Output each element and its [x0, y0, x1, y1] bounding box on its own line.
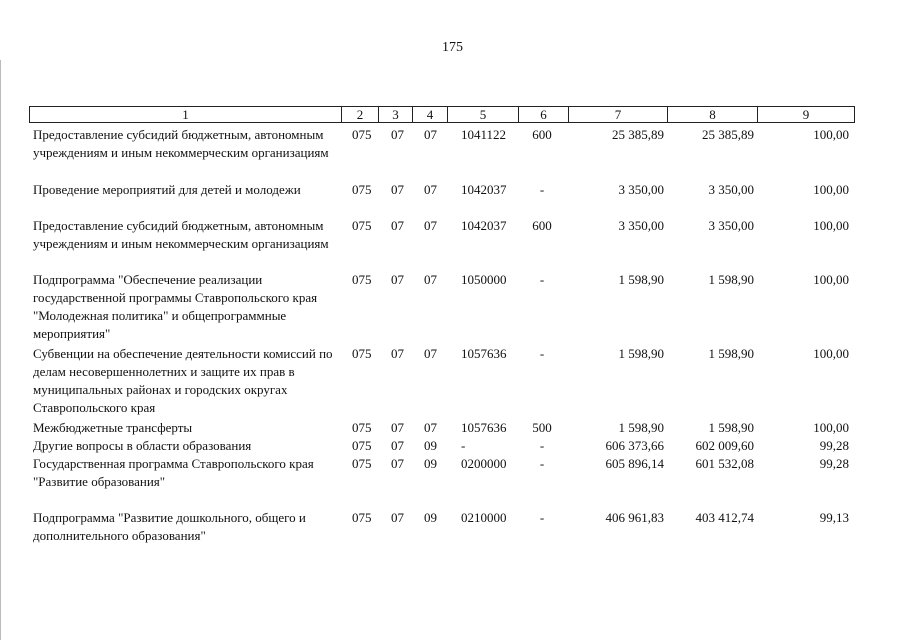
header-col-6: 6 [518, 106, 569, 123]
row-ministry-code: 075 [352, 218, 372, 233]
row-ministry-code: 075 [352, 438, 372, 453]
row-executed: 1 598,90 [708, 346, 754, 361]
row-section: 07 [391, 218, 404, 233]
row-planned: 606 373,66 [605, 438, 664, 453]
header-col-8: 8 [667, 106, 758, 123]
row-percent: 100,00 [813, 420, 849, 435]
row-target-article: 1057636 [461, 346, 507, 361]
row-planned: 3 350,00 [618, 182, 664, 197]
row-executed: 1 598,90 [708, 272, 754, 287]
row-expense-type: 600 [532, 218, 552, 233]
row-percent: 99,28 [819, 438, 849, 453]
row-percent: 100,00 [813, 272, 849, 287]
row-executed: 403 412,74 [695, 510, 754, 525]
row-name: Предоставление субсидий бюджетным, автономным учреждениям и иным некоммерческим организациям [33, 127, 329, 160]
row-name: Предоставление субсидий бюджетным, автономным учреждениям и иным некоммерческим организациям [33, 218, 329, 251]
row-subsection: 07 [424, 127, 437, 142]
header-col-2: 2 [341, 106, 379, 123]
row-section: 07 [391, 182, 404, 197]
row-name: Проведение мероприятий для детей и молодежи [33, 182, 301, 197]
row-subsection: 09 [424, 438, 437, 453]
row-section: 07 [391, 127, 404, 142]
row-planned: 3 350,00 [618, 218, 664, 233]
row-target-article: 1042037 [461, 218, 507, 233]
row-planned: 605 896,14 [605, 456, 664, 471]
row-percent: 100,00 [813, 127, 849, 142]
row-target-article: 0200000 [461, 456, 507, 471]
row-section: 07 [391, 456, 404, 471]
row-expense-type: 500 [532, 420, 552, 435]
row-planned: 1 598,90 [618, 420, 664, 435]
row-percent: 100,00 [813, 218, 849, 233]
row-executed: 601 532,08 [695, 456, 754, 471]
row-section: 07 [391, 510, 404, 525]
row-executed: 1 598,90 [708, 420, 754, 435]
row-name: Подпрограмма "Развитие дошкольного, общего и дополнительного образования" [33, 510, 306, 543]
row-name: Подпрограмма "Обеспечение реализации государственной программы Ставропольского края "Молодежная политика" и общепрограммные мероприятия" [33, 272, 318, 341]
page-number: 175 [442, 40, 463, 55]
row-target-article: 1050000 [461, 272, 507, 287]
header-col-3: 3 [378, 106, 413, 123]
row-ministry-code: 075 [352, 420, 372, 435]
row-name: Государственная программа Ставропольского края "Развитие образования" [33, 456, 314, 489]
row-target-article: 1057636 [461, 420, 507, 435]
row-subsection: 07 [424, 420, 437, 435]
row-planned: 406 961,83 [605, 510, 664, 525]
row-ministry-code: 075 [352, 346, 372, 361]
row-subsection: 07 [424, 272, 437, 287]
header-col-7: 7 [568, 106, 668, 123]
row-expense-type: - [539, 438, 545, 453]
row-subsection: 07 [424, 182, 437, 197]
row-executed: 3 350,00 [708, 182, 754, 197]
row-planned: 1 598,90 [618, 272, 664, 287]
row-expense-type: - [539, 272, 545, 287]
row-executed: 602 009,60 [695, 438, 754, 453]
row-ministry-code: 075 [352, 272, 372, 287]
header-col-4: 4 [412, 106, 448, 123]
row-target-article: - [461, 438, 466, 453]
row-section: 07 [391, 346, 404, 361]
header-col-5: 5 [447, 106, 519, 123]
row-subsection: 07 [424, 346, 437, 361]
row-percent: 99,28 [819, 456, 849, 471]
row-ministry-code: 075 [352, 182, 372, 197]
row-name: Другие вопросы в области образования [33, 438, 252, 453]
row-section: 07 [391, 420, 404, 435]
row-ministry-code: 075 [352, 510, 372, 525]
row-ministry-code: 075 [352, 456, 372, 471]
row-executed: 25 385,89 [702, 127, 754, 142]
row-percent: 100,00 [813, 182, 849, 197]
row-expense-type: - [539, 510, 545, 525]
row-section: 07 [391, 272, 404, 287]
row-expense-type: - [539, 182, 545, 197]
row-ministry-code: 075 [352, 127, 372, 142]
row-planned: 25 385,89 [612, 127, 664, 142]
row-expense-type: 600 [532, 127, 552, 142]
row-name: Межбюджетные трансферты [33, 420, 193, 435]
row-target-article: 1042037 [461, 182, 507, 197]
header-col-9: 9 [757, 106, 855, 123]
row-percent: 100,00 [813, 346, 849, 361]
row-target-article: 0210000 [461, 510, 507, 525]
row-subsection: 09 [424, 456, 437, 471]
row-target-article: 1041122 [461, 127, 507, 142]
row-expense-type: - [539, 346, 545, 361]
row-subsection: 09 [424, 510, 437, 525]
row-subsection: 07 [424, 218, 437, 233]
row-percent: 99,13 [819, 510, 849, 525]
page-edge-rule [0, 60, 1, 640]
row-expense-type: - [539, 456, 545, 471]
row-planned: 1 598,90 [618, 346, 664, 361]
row-executed: 3 350,00 [708, 218, 754, 233]
header-col-1: 1 [29, 106, 342, 123]
row-name: Субвенции на обеспечение деятельности комиссий по делам несовершеннолетних и защите их прав в муниципальных районах и городских округах Ставропольского края [33, 346, 333, 415]
row-section: 07 [391, 438, 404, 453]
